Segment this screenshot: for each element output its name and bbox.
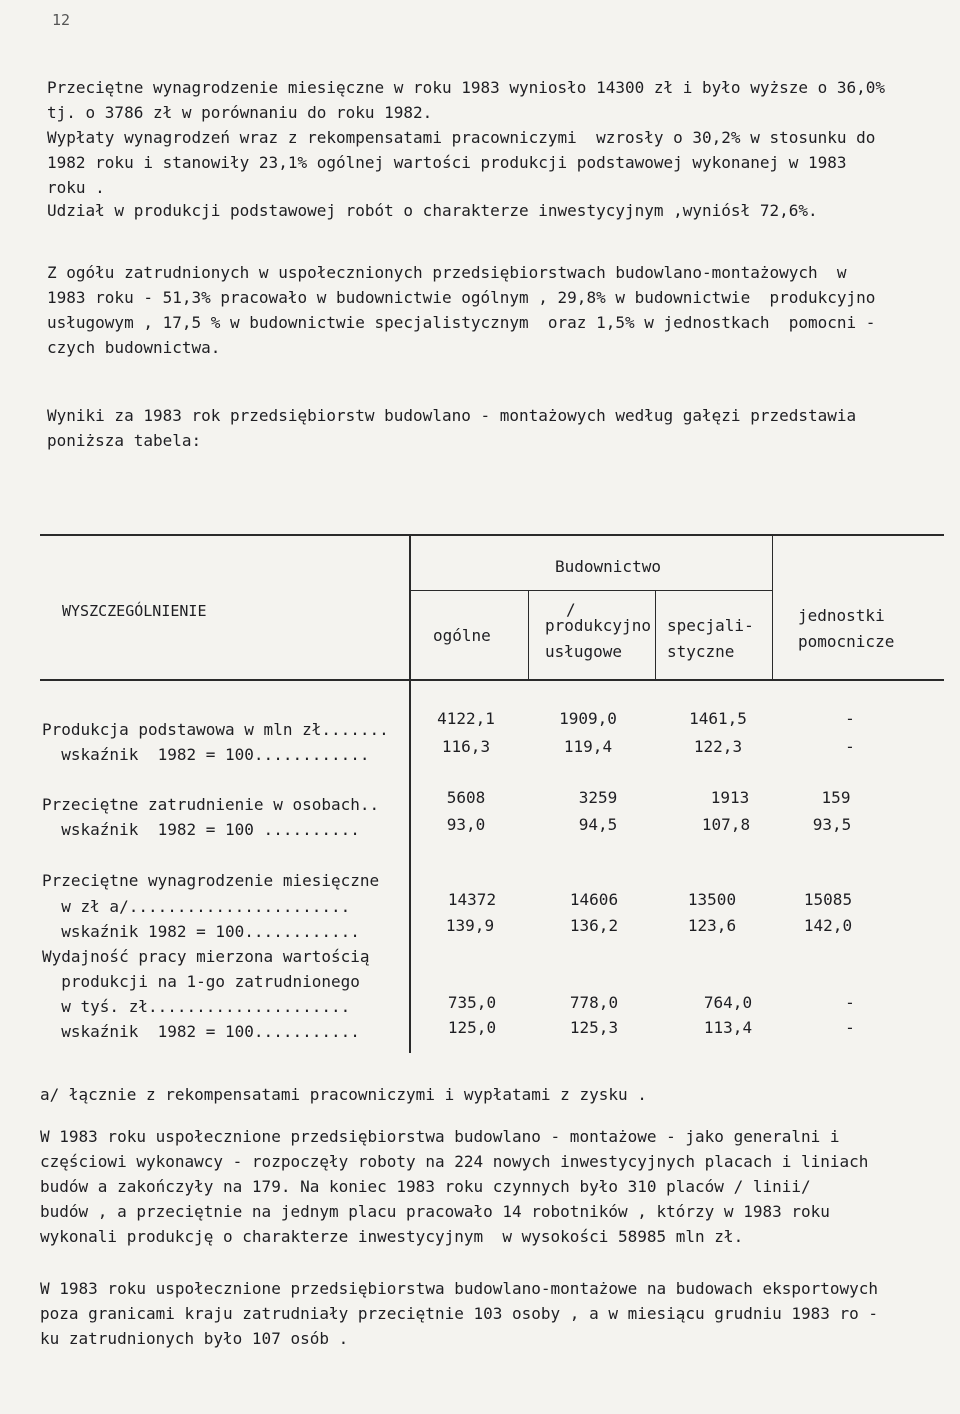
text-line: budów a zakończyły na 179. Na koniec 1983 roku czynnych było 310 placów / linii/: [40, 1177, 811, 1196]
text-line: 1982 roku i stanowiły 23,1% ogólnej wartości produkcji podstawowej wykonanej w 1983: [47, 153, 847, 172]
table-cell: 119,4: [563, 737, 613, 756]
col-divider: [655, 591, 656, 680]
table-cell: 113,4: [703, 1018, 753, 1037]
table-cell: 94,5: [578, 815, 618, 834]
text-line: poniższa tabela:: [47, 431, 202, 450]
page-number: 12: [52, 11, 71, 29]
row-label: wskaźnik 1982 = 100...........: [42, 1022, 360, 1041]
col-header-auxiliary-2: pomocnicze: [798, 632, 895, 651]
row-label: w zł a/.......................: [42, 897, 351, 916]
text-line: częściowi wykonawcy - rozpoczęły roboty na 224 nowych inwestycyjnych placach i liniach: [40, 1152, 869, 1171]
text-line: 1983 roku - 51,3% pracowało w budownictwie ogólnym , 29,8% w budownictwie produkcyjno: [47, 288, 876, 307]
text-line: Przeciętne wynagrodzenie miesięczne w roku 1983 wyniosło 14300 zł i było wyższe o 36,0%: [47, 78, 886, 97]
row-label: wskaźnik 1982 = 100 ..........: [42, 820, 360, 839]
table-cell: 125,0: [447, 1018, 497, 1037]
table-cell: 4122,1: [437, 709, 495, 728]
table-cell: 764,0: [703, 993, 753, 1012]
table-cell: 159: [821, 788, 851, 807]
text-line: poza granicami kraju zatrudniały przeciętnie 103 osoby , a w miesiącu grudniu 1983 ro -: [40, 1304, 879, 1323]
row-label: w tyś. zł.....................: [42, 997, 351, 1016]
table-cell: 1913: [710, 788, 750, 807]
table-cell: -: [845, 709, 855, 728]
row-label: Wydajność pracy mierzona wartością: [42, 947, 370, 966]
group-header-rule: [410, 590, 772, 591]
table-cell: 122,3: [693, 737, 743, 756]
footnote: a/ łącznie z rekompensatami pracowniczymi i wypłatami z zysku .: [40, 1085, 647, 1104]
table-cell: -: [845, 737, 855, 756]
text-line: W 1983 roku uspołecznione przedsiębiorstwa budowlano - montażowe - jako generalni i: [40, 1127, 840, 1146]
table-cell: -: [845, 993, 855, 1012]
table-cell: 93,5: [812, 815, 852, 834]
text-line: Wypłaty wynagrodzeń wraz z rekompensatami pracowniczymi wzrosły o 30,2% w stosunku do: [47, 128, 876, 147]
col-header-production: produkcyjno: [545, 616, 651, 635]
text-line: W 1983 roku uspołecznione przedsiębiorstwa budowlano-montażowe na budowach eksportowych: [40, 1279, 879, 1298]
text-line: budów , a przeciętnie na jednym placu pracowało 14 robotników , którzy w 1983 roku: [40, 1202, 830, 1221]
table-cell: 5608: [446, 788, 486, 807]
row-label: Przeciętne wynagrodzenie miesięczne: [42, 871, 380, 890]
table-cell: 1909,0: [559, 709, 617, 728]
table-cell: 778,0: [569, 993, 619, 1012]
table-cell: 3259: [578, 788, 618, 807]
col-header-slash: /: [566, 600, 576, 619]
row-label: wskaźnik 1982 = 100............: [42, 745, 370, 764]
text-line: usługowym , 17,5 % w budownictwie specjalistycznym oraz 1,5% w jednostkach pomocni -: [47, 313, 876, 332]
table-cell: 136,2: [569, 916, 619, 935]
table-cell: 116,3: [441, 737, 491, 756]
table-cell: 14606: [569, 890, 619, 909]
col-header-specialist-2: styczne: [667, 642, 735, 661]
table-cell: 14372: [447, 890, 497, 909]
header-bottom-rule: [40, 679, 944, 681]
text-line: Z ogółu zatrudnionych w uspołecznionych przedsiębiorstwach budowlano-montażowych w: [47, 263, 847, 282]
table-top-rule: [40, 534, 944, 536]
text-line: czych budownictwa.: [47, 338, 221, 357]
text-line: ku zatrudnionych było 107 osób .: [40, 1329, 349, 1348]
text-line: roku .: [47, 178, 105, 197]
text-line: Wyniki za 1983 rok przedsiębiorstw budowlano - montażowych według gałęzi przedstawia: [47, 406, 857, 425]
row-label: wskaźnik 1982 = 100............: [42, 922, 360, 941]
col-divider: [528, 591, 529, 680]
table-cell: 139,9: [445, 916, 495, 935]
table-cell: 123,6: [687, 916, 737, 935]
group-header: Budownictwo: [555, 557, 661, 576]
table-cell: 1461,5: [689, 709, 747, 728]
table-cell: 93,0: [446, 815, 486, 834]
text-line: tj. o 3786 zł w porównaniu do roku 1982.: [47, 103, 433, 122]
col-header-specialist-1: specjali-: [667, 616, 754, 635]
table-cell: 142,0: [803, 916, 853, 935]
col-header-services: usługowe: [545, 642, 623, 661]
table-cell: 13500: [687, 890, 737, 909]
row-label: produkcji na 1-go zatrudnionego: [42, 972, 360, 991]
table-cell: 125,3: [569, 1018, 619, 1037]
table-cell: 15085: [803, 890, 853, 909]
stub-header: WYSZCZEGÓLNIENIE: [62, 602, 207, 620]
text-line: wykonali produkcję o charakterze inwestycyjnym w wysokości 58985 mln zł.: [40, 1227, 744, 1246]
col-header-auxiliary-1: jednostki: [798, 606, 885, 625]
col-divider: [772, 535, 773, 680]
row-label: Przeciętne zatrudnienie w osobach..: [42, 795, 380, 814]
row-label: Produkcja podstawowa w mln zł.......: [42, 720, 389, 739]
table-cell: 107,8: [701, 815, 751, 834]
table-cell: -: [845, 1018, 855, 1037]
col-header-general: ogólne: [433, 626, 491, 645]
table-cell: 735,0: [447, 993, 497, 1012]
text-line: Udział w produkcji podstawowej robót o charakterze inwestycyjnym ,wyniósł 72,6%.: [47, 201, 818, 220]
